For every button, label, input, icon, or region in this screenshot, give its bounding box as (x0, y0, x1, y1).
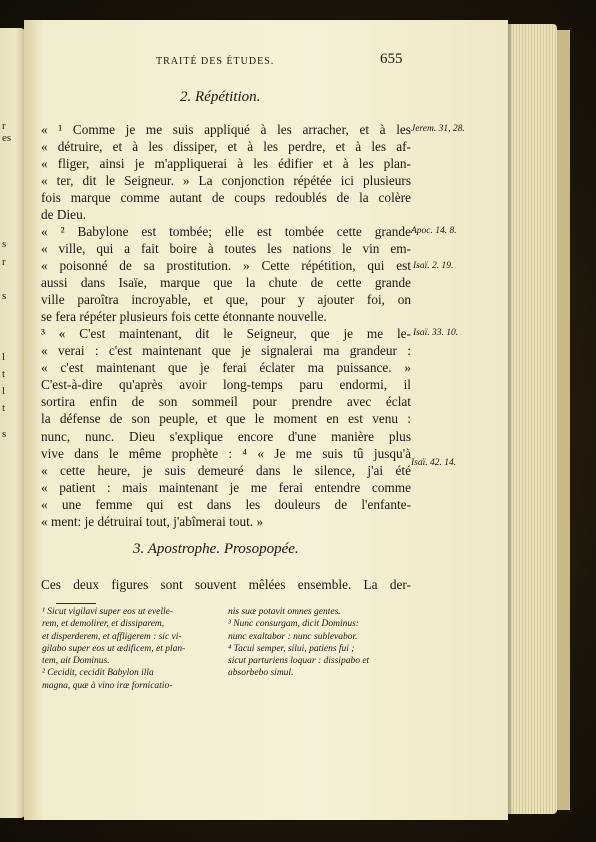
text-line: ³ « C'est maintenant, dit le Seigneur, que je me le- (41, 326, 411, 341)
prev-page-fragment: t (2, 368, 6, 380)
footnote-line: ³ Nunc consurgam, dicit Dominus: (228, 619, 360, 630)
text-line: se fera répéter plusieurs fois cette étonnante nouvelle. (41, 309, 327, 325)
text-line: « ville, qui a fait boire à toutes les nations le vin em- (41, 241, 411, 257)
footnote-line: absorbebo simul. (228, 668, 294, 679)
paragraph-4 (41, 576, 411, 593)
prev-page-fragment: s (2, 428, 7, 440)
footnote-line: gilabo super eos ut ædificem, et plan- (42, 643, 186, 654)
page-number: 655 (380, 51, 403, 67)
section-heading-apostrophe: 3. Apostrophe. Prosopopée. (133, 541, 299, 557)
prev-page-fragment: r (2, 120, 6, 132)
text-line: sortira enfin de son sommeil pour prendre avec éclat (41, 394, 411, 410)
text-line: « patient : mais maintenant je me ferai entendre comme (41, 479, 411, 495)
footnotes-right-column (228, 606, 413, 680)
text-line: « ² Babylone est tombée; elle est tombée cette grande (41, 224, 411, 239)
previous-page-edge (0, 28, 26, 818)
text-line: « ¹ Comme je me suis appliqué à les arracher, et à les (41, 122, 411, 137)
prev-page-fragment: t (2, 402, 6, 414)
text-line: nunc, nunc. Dieu s'explique encore d'une manière plus (41, 428, 411, 444)
text-line: de Dieu. (41, 207, 87, 223)
text-line: « ter, dit le Seigneur. » La conjonction répétée ici plusieurs (41, 173, 411, 189)
text-line: aussi dans Isaïe, marque que la chute de cette grande (41, 275, 411, 291)
footnote-line: nunc exaltabor : nunc sublevabor. (228, 631, 358, 642)
paragraph-3 (41, 325, 411, 530)
footnote-line: nis suæ potavit omnes gentes. (228, 607, 341, 617)
margin-reference: Jerem. 31, 28. (411, 124, 465, 134)
text-line: vive dans le même prophète : ⁴ « Je me suis tû jusqu'à (41, 445, 411, 461)
footnote-line: et disperderem, et affligerem : sic vi- (42, 631, 182, 642)
text-line: « une femme qui est dans les douleurs de l'enfante- (41, 496, 411, 512)
prev-page-fragment: l (2, 385, 6, 397)
text-line: C'est-à-dire qu'après avoir long-temps paru endormi, il (41, 377, 411, 393)
footnote-line: sicut parturiens loquar : dissipabo et (228, 656, 370, 667)
footnote-line: ⁴ Tacui semper, silui, patiens fui ; (228, 643, 355, 654)
text-line: « ment: je détruirai tout, j'abîmerai tout. » (41, 514, 264, 530)
footnote-line: ² Cecidit, cecidit Babylon illa (42, 668, 154, 679)
margin-reference: Apoc. 14. 8. (411, 226, 457, 236)
margin-reference: Isaï. 2. 19. (413, 261, 454, 271)
text-line: « cette heure, je suis demeuré dans le silence, j'ai été (41, 462, 411, 478)
prev-page-fragment: s (2, 290, 7, 302)
paragraph-1 (41, 121, 411, 224)
prev-page-fragment: s (2, 238, 7, 250)
footnotes-left-column (42, 606, 224, 692)
text-line: la défense de son peuple, et que le moment en est venu : (41, 411, 411, 427)
text-line: « détruire, et à les dissiper, et à les perdre, et à les af- (41, 139, 411, 155)
margin-reference: Isaï. 42. 14. (411, 458, 457, 468)
footnote-rule (56, 603, 96, 604)
text-line: « verai : c'est maintenant que je signalerai ma grandeur : (41, 343, 411, 359)
section-heading-repetition: 2. Répétition. (180, 89, 261, 105)
prev-page-fragment: l (2, 351, 6, 363)
paragraph-2 (41, 223, 411, 326)
footnote-line: rem, et demolirer, et dissiparem, (42, 619, 165, 630)
text-line: « c'est maintenant que je ferai éclater ma puissance. » (41, 360, 411, 376)
text-line: ville paroîtra incroyable, et que, pour y ajouter foi, on (41, 292, 411, 308)
prev-page-fragment: es (2, 132, 12, 144)
text-line: fois marque comme autant de coups redoublés de la colère (41, 190, 411, 206)
text-line: « poisonné de sa prostitution. » Cette répétition, qui est (41, 258, 411, 274)
page-block-edges (505, 24, 557, 814)
margin-reference: Isaï. 33. 10. (413, 328, 459, 338)
text-line: Ces deux figures sont souvent mêlées ensemble. La der- (41, 577, 411, 592)
prev-page-fragment: r (2, 256, 6, 268)
footnote-line: tem, ait Dominus. (42, 656, 110, 667)
footnote-line: magna, quæ à vino iræ fornicatio- (42, 680, 173, 691)
text-line: « fliger, ainsi je m'appliquerai à les édifier et à les plan- (41, 156, 411, 172)
running-title: TRAITÉ DES ÉTUDES. (156, 56, 275, 67)
footnote-line: ¹ Sicut vigilavi super eos ut evelle- (42, 607, 174, 617)
